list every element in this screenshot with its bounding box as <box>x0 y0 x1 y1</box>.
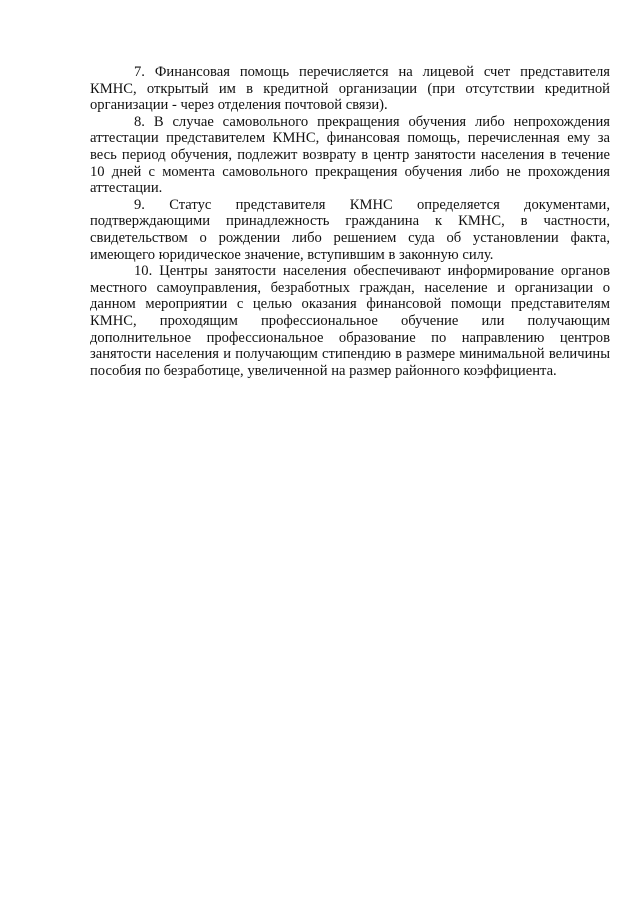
paragraph-9: 9. Статус представителя КМНС определяется документами, подтверждающими принадлежность гражданина к КМНС, в частности, свидетельством о рождении либо решением суда об установлении факта, имеющего юридическое значение, вступившим в законную силу. <box>90 196 610 263</box>
paragraph-7: 7. Финансовая помощь перечисляется на лицевой счет представителя КМНС, открытый им в кредитной организации (при отсутствии кредитной организации - через отделения почтовой связи). <box>90 64 610 114</box>
paragraph-10: 10. Центры занятости населения обеспечивают информирование органов местного самоуправления, безработных граждан, население и организации о данном мероприятии с целью оказания финансовой помощи представителям КМНС, проходящим профессиональное обучение или получающим дополнительное профессиональное образование по направлению центров занятости населения и получающим стипендию в размере минимальной величины пособия по безработице, увеличенной на размер районного коэффициента. <box>90 263 610 379</box>
document-body <box>90 64 610 379</box>
paragraph-8: 8. В случае самовольного прекращения обучения либо непрохождения аттестации представителем КМНС, финансовая помощь, перечисленная ему за весь период обучения, подлежит возврату в центр занятости населения в течение 10 дней с момента самовольного прекращения обучения либо не прохождения аттестации. <box>90 113 610 197</box>
